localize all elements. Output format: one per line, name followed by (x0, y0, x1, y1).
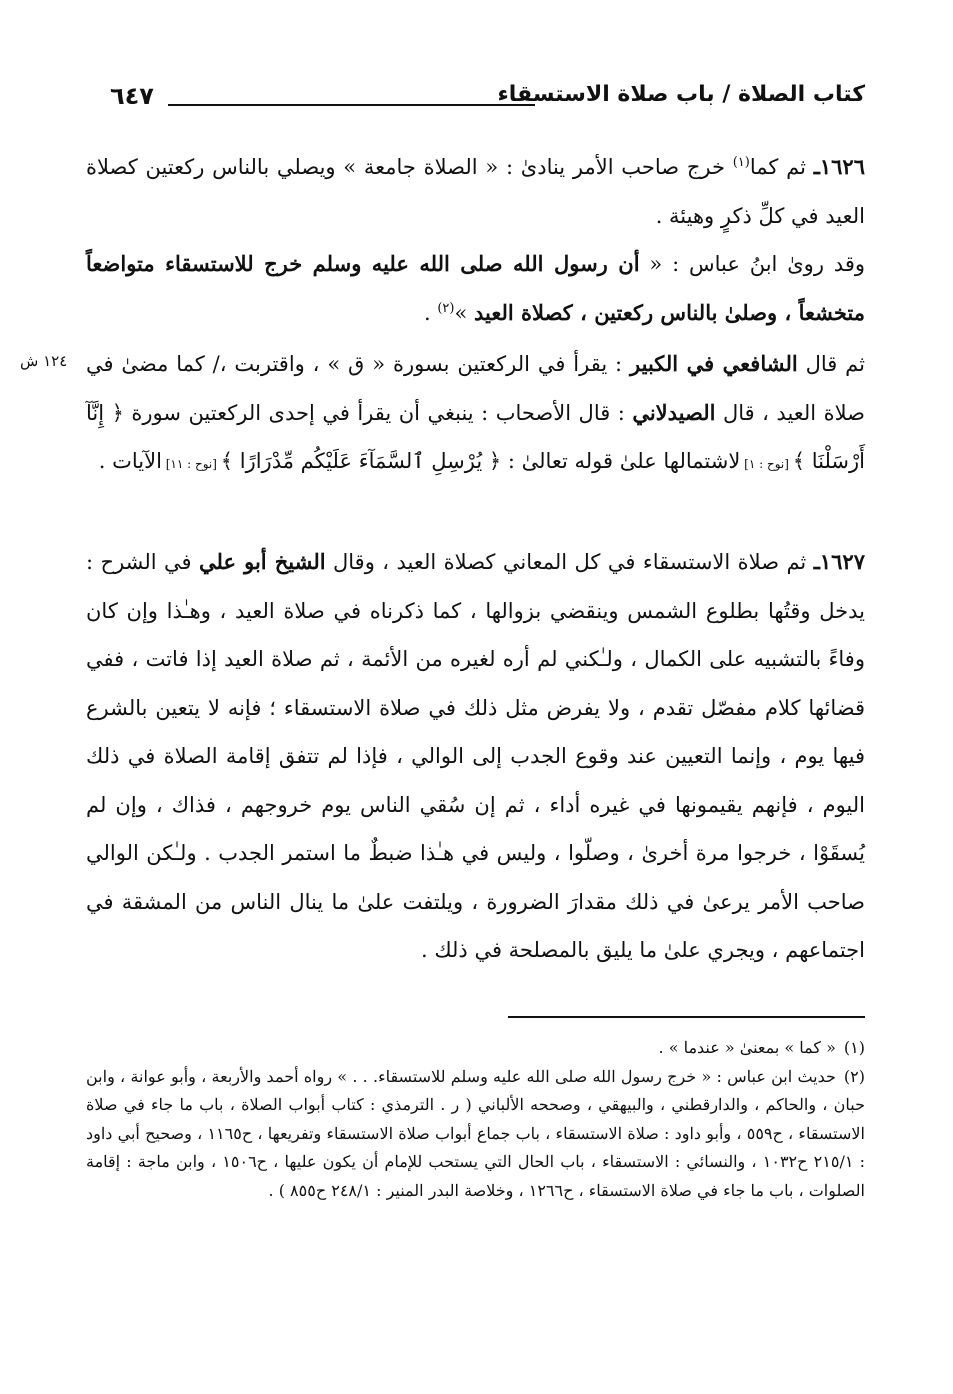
scholar-name: الشيخ أبو علي (199, 549, 326, 574)
main-text-1627 (86, 538, 865, 975)
paragraph-shafii (86, 340, 865, 489)
footnote-ref-2: (٢) (437, 300, 455, 316)
footnote-number: (٢) (843, 1066, 865, 1086)
scholar-name: الصيدلاني (632, 399, 716, 425)
running-header (110, 82, 865, 122)
paragraph-text: ثم صلاة الاستسقاء في كل المعاني كصلاة العيد ، وقال (325, 550, 814, 574)
paragraph-text: خرج صاحب الأمر ينادىٰ : « الصلاة جامعة » ويصلي بالناس ركعتين كصلاة العيد في كلِّ ذكرٍ وهيئة . (86, 155, 865, 228)
paragraph-text: وقد روىٰ ابنُ عباس : « (639, 252, 865, 276)
footnote-text: « كما » بمعنىٰ « عندما » . (658, 1038, 836, 1057)
paragraph-1627 (86, 538, 865, 975)
paragraph-text: » (454, 300, 475, 325)
footnote-ref-1: (١) (732, 155, 750, 170)
footnote-number: (١) (843, 1038, 865, 1057)
quran-reference: [نوح : ١١] (161, 457, 221, 471)
footnote-text: حديث ابن عباس : « خرج رسول الله صلى الله عليه وسلم للاستسقاء. . . » رواه أحمد والأربعة ، وأبو عوانة ، وابن حبان ، والحاكم ، والدارقطني ، والبيهقي ، وصححه الألباني ( ر . الترمذي : كتاب أبواب الصلاة ، باب ما جاء في صلاة الاستسقاء ، ح٥٥٩ ، وأبو داود : صلاة الاستسقاء ، باب جماع أبواب صلاة الاستسقاء وتفريعها ، ح١١٦٥ ، وصحيح أبي داود : ٢١٥/١ ح١٠٣٢ ، والنسائي : الاستسقاء ، باب الحال التي يستحب للإمام أن يكون عليها ، ح١٥٠٦ ، وابن ماجة : إقامة الصلوات ، باب ما جاء في صلاة الاستسقاء ، ح١٢٦٦ ، وخلاصة البدر المنير : ٢٤٨/١ ح٨٥٥ ) . (86, 1066, 865, 1200)
hadith-quote: أن رسول الله صلى الله عليه وسلم خرج للاستسقاء متواضعاً متخشعاً ، وصلىٰ بالناس ركعتين ، كصلاة العيد (86, 251, 865, 325)
margin-folio-note: ١٢٤ ش (20, 352, 68, 370)
paragraph-number: ١٦٢٧ـ (813, 549, 865, 574)
footnote-2 (86, 1063, 865, 1206)
paragraph-text: : قال الأصحاب : ينبغي أن يقرأ في إحدى الركعتين سورة ﴿ إِنَّآ أَرْسَلْنَا ﴾ (86, 400, 865, 473)
paragraph-text: الآيات . (98, 449, 162, 473)
footnotes (86, 1034, 865, 1205)
paragraph-text: ثم كما (749, 155, 814, 179)
paragraph-text: . (423, 300, 438, 325)
paragraph-text: في الشرح : يدخل وقتُها بطلوع الشمس وينقضي بزوالها ، كما ذكرناه في صلاة العيد ، وهـٰذا وإن كان وفاءً بالتشبيه على الكمال ، ولـٰكني لم أره لغيره من الأئمة ، ثم صلاة العيد إذا فاتت ، ففي قضائها كلام مفصّل تقدم ، ولا يفرض مثل ذلك في صلاة الاستسقاء ؛ فإنه لا يتعين بالشرع فيها يوم ، وإنما التعيين عند وقوع الجدب إلى الوالي ، فإذا لم تتفق إقامة الصلاة في ذلك اليوم ، فإنهم يقيمونها في غيره أداء ، ثم إن سُقي الناس يوم خروجهم ، فذاك ، وإن لم يُسقَوْا ، خرجوا مرة أخرىٰ ، وصلّوا ، وليس في هـٰذا ضبطٌ ما استمر الجدب . ولـٰكن الوالي صاحب الأمر يرعىٰ في ذلك مقدارَ الضرورة ، ويلتفت علىٰ ما ينال الناس من المشقة في اجتماعهم ، ويجري علىٰ ما يليق بالمصلحة في ذلك . (86, 550, 865, 962)
main-text-1626 (86, 143, 865, 240)
main-text-hadith (86, 240, 865, 337)
paragraph-text: ثم قال (797, 352, 865, 376)
main-text-shafii (86, 340, 865, 489)
footnote-separator (508, 1016, 865, 1018)
page-number: ٦٤٧ (110, 82, 154, 110)
paragraph-hadith (86, 240, 865, 337)
paragraph-1626 (86, 143, 865, 240)
quran-reference: [نوح : ١] (740, 457, 793, 471)
paragraph-text: لاشتمالها علىٰ قوله تعالىٰ : ﴿ يُرْسِلِ ٱلسَّمَآءَ عَلَيْكُم مِّدْرَارًا ﴾ (220, 449, 741, 473)
scholar-name: الشافعي في الكبير (630, 351, 798, 376)
header-title: كتاب الصلاة / باب صلاة الاستسقاء (497, 82, 865, 107)
paragraph-text: : يقرأ في الركعتين بسورة « ق » ، واقتربت ،/ كما مضىٰ في صلاة العيد ، قال (86, 352, 866, 425)
header-rule (168, 104, 535, 106)
footnote-1 (86, 1034, 865, 1063)
paragraph-number: ١٦٢٦ـ (813, 154, 865, 179)
